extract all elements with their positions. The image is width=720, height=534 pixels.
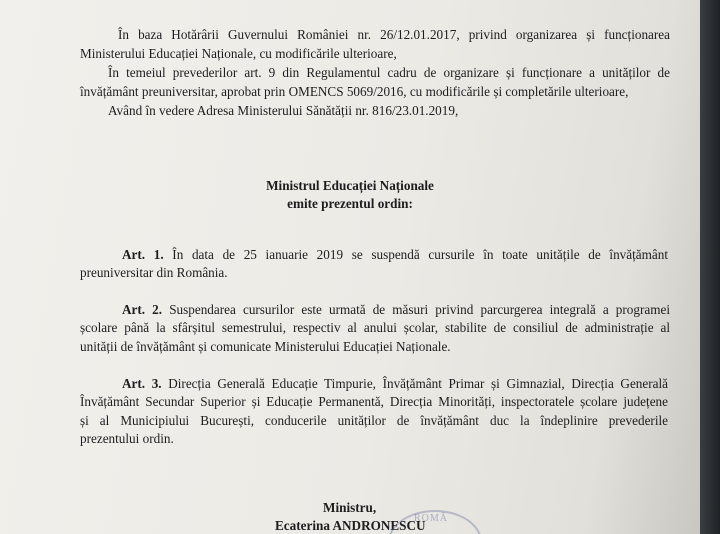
issuer-title: Ministrul Educației Naționale xyxy=(266,178,434,193)
stamp-text: ROMÂ xyxy=(414,513,449,524)
preamble-p1-line1: În baza Hotărârii Guvernului României nr. 26/12.01.2017, privind organizarea și funcționarea xyxy=(118,27,670,42)
article-1-label: Art. 1. xyxy=(122,247,164,262)
article-2-label: Art. 2. xyxy=(122,302,163,317)
article-3-label: Art. 3. xyxy=(122,376,162,391)
article-3-line2: Învățământ Secundar Superior și Educație Permanentă, Direcția Minorități, inspectoratele școlare județene xyxy=(80,394,668,409)
article-1-text: În data de 25 ianuarie 2019 se suspendă cursurile în toate unitățile de învățământ xyxy=(172,247,668,262)
article-3-line3: și al Municipiului București, conducerile unităților de învățământ duc la îndeplinire prevederile xyxy=(80,413,668,428)
article-3-line1 xyxy=(122,376,668,392)
article-3-line4: prezentului ordin. xyxy=(80,431,174,446)
article-1-line1 xyxy=(122,247,668,263)
article-2-line2: școlare până la sfârșitul semestrului, respectiv al anului școlar, stabilite de consiliul de administrație al xyxy=(80,320,670,335)
preamble-p2-line2: învățământ preuniversitar, aprobat prin OMENCS 5069/2016, cu modificările și completările ulterioare, xyxy=(80,84,629,99)
preamble-p3-line1: Având în vedere Adresa Ministerului Sănătății nr. 816/23.01.2019, xyxy=(108,103,459,118)
background-edge xyxy=(700,0,720,534)
article-1-line2: preuniversitar din România. xyxy=(80,265,228,280)
article-2-line3: unității de învățământ și comunicate Ministerului Educației Naționale. xyxy=(80,339,451,354)
article-3-text: Direcția Generală Educație Timpurie, Învățământ Primar și Gimnazial, Direcția Generală xyxy=(168,376,669,391)
preamble-p2-line1: În temeiul prevederilor art. 9 din Regulamentul cadru de organizare și funcționare a unităților de xyxy=(108,65,670,80)
article-2-line1 xyxy=(122,302,670,318)
issuer-subtitle: emite prezentul ordin: xyxy=(287,196,413,211)
article-2-text: Suspendarea cursurilor este urmată de măsuri privind parcurgerea integrală a programei xyxy=(169,302,670,317)
signature-title: Ministru, xyxy=(323,500,377,515)
signature-name: Ecaterina ANDRONESCU xyxy=(275,518,426,533)
preamble-p1-line2: Ministerului Educației Naționale, cu modificările ulterioare, xyxy=(80,46,397,61)
